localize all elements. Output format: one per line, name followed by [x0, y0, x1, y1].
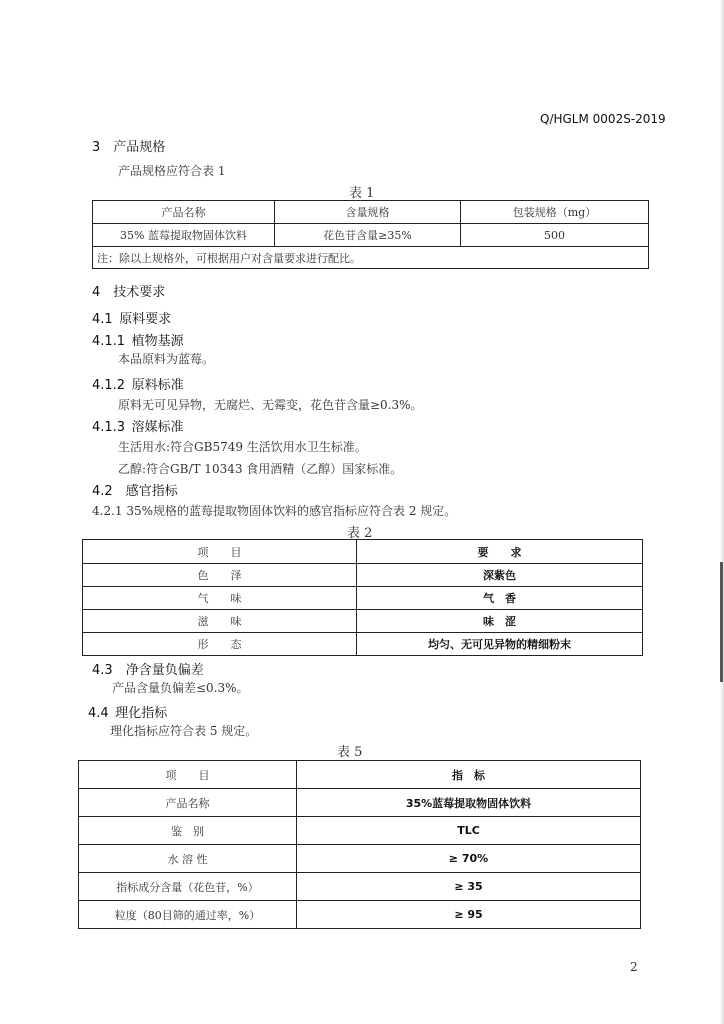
section-number: 4.4 [88, 706, 109, 721]
table-row [83, 587, 643, 610]
section-4-4-text: 理化指标应符合表 5 规定。 [110, 724, 258, 738]
section-4-1-3-text-1: 生活用水:符合GB5749 生活饮用水卫生标准。 [118, 440, 367, 454]
table-2 [82, 539, 643, 656]
section-3-heading [92, 136, 165, 155]
table-row [83, 540, 643, 564]
section-title: 产品规格 [113, 140, 166, 155]
table-row [79, 789, 641, 817]
section-title: 理化指标 [115, 706, 168, 721]
table-cell: 气 味 [83, 587, 357, 610]
table-row [83, 610, 643, 633]
table-cell: ≥ 35 [297, 873, 641, 901]
table-row [93, 224, 649, 247]
table-5 [78, 760, 641, 929]
section-number: 4.2 [92, 484, 113, 499]
table-header-cell: 指 标 [297, 761, 641, 789]
table-cell: 滋 味 [83, 610, 357, 633]
table-row [83, 564, 643, 587]
section-4-1-3-heading [92, 416, 184, 435]
scan-edge-mark [720, 562, 723, 682]
section-4-1-2-text: 原料无可见异物，无腐烂、无霉变，花色苷含量≥0.3%。 [118, 398, 423, 412]
table-cell: 35%蓝莓提取物固体饮料 [297, 789, 641, 817]
section-4-2-heading [92, 480, 178, 499]
table-5-caption: 表 5 [337, 745, 363, 760]
section-4-1-heading [92, 308, 171, 327]
table-row [93, 247, 649, 269]
table-row [83, 633, 643, 656]
document-code: Q/HGLM 0002S-2019 [540, 112, 666, 126]
table-cell: ≥ 95 [297, 901, 641, 929]
section-4-1-3-text-2: 乙醇:符合GB/T 10343 食用酒精（乙醇）国家标准。 [118, 462, 403, 476]
table-cell: 粒度（80目筛的通过率，%） [79, 901, 297, 929]
table-cell: 形 态 [83, 633, 357, 656]
table-header-cell: 要 求 [357, 540, 643, 564]
table-row [79, 817, 641, 845]
table-row [79, 845, 641, 873]
page-number: 2 [630, 960, 638, 974]
table-header-cell: 产品名称 [93, 201, 275, 224]
section-title: 溶媒标准 [131, 420, 184, 435]
section-3-intro: 产品规格应符合表 1 [118, 164, 226, 178]
table-row [79, 761, 641, 789]
table-cell: 色 泽 [83, 564, 357, 587]
table-cell: 鉴 别 [79, 817, 297, 845]
section-number: 4.1.2 [92, 378, 126, 393]
table-cell: 气 香 [357, 587, 643, 610]
table-cell: TLC [297, 817, 641, 845]
table-cell: 水 溶 性 [79, 845, 297, 873]
table-note: 注：除以上规格外，可根据用户对含量要求进行配比。 [93, 247, 649, 269]
section-4-4-heading [88, 702, 167, 721]
section-4-1-1-heading [92, 330, 184, 349]
table-cell: 深紫色 [357, 564, 643, 587]
section-4-1-1-text: 本品原料为蓝莓。 [118, 352, 215, 366]
table-1-caption: 表 1 [349, 186, 375, 201]
table-2-caption: 表 2 [347, 526, 373, 541]
section-title: 植物基源 [131, 334, 184, 349]
section-title: 原料标准 [131, 378, 184, 393]
table-cell: 产品名称 [79, 789, 297, 817]
table-row [79, 901, 641, 929]
section-number: 3 [92, 140, 101, 155]
section-title: 原料要求 [119, 312, 172, 327]
section-4-heading [92, 281, 165, 300]
section-title: 感官指标 [125, 484, 178, 499]
table-header-cell: 项 目 [83, 540, 357, 564]
section-number: 4.1 [92, 312, 113, 327]
section-title: 净含量负偏差 [125, 663, 204, 678]
scan-edge [720, 0, 724, 1024]
table-cell: 味 涩 [357, 610, 643, 633]
section-4-2-1-text: 4.2.1 35%规格的蓝莓提取物固体饮料的感官指标应符合表 2 规定。 [92, 504, 457, 518]
table-cell: ≥ 70% [297, 845, 641, 873]
section-title: 技术要求 [113, 285, 166, 300]
table-cell: 500 [461, 224, 649, 247]
table-1 [92, 200, 649, 269]
table-header-cell: 含量规格 [275, 201, 461, 224]
table-header-cell: 项 目 [79, 761, 297, 789]
section-number: 4 [92, 285, 101, 300]
table-cell: 指标成分含量（花色苷，%） [79, 873, 297, 901]
table-cell: 花色苷含量≥35% [275, 224, 461, 247]
table-row [93, 201, 649, 224]
section-4-1-2-heading [92, 374, 184, 393]
table-cell: 35% 蓝莓提取物固体饮料 [93, 224, 275, 247]
section-number: 4.1.1 [92, 334, 126, 349]
table-header-cell: 包装规格（mg） [461, 201, 649, 224]
table-row [79, 873, 641, 901]
section-4-3-text: 产品含量负偏差≤0.3%。 [112, 681, 249, 695]
section-number: 4.3 [92, 663, 113, 678]
section-4-3-heading [92, 659, 204, 678]
table-cell: 均匀、无可见异物的精细粉末 [357, 633, 643, 656]
section-number: 4.1.3 [92, 420, 126, 435]
